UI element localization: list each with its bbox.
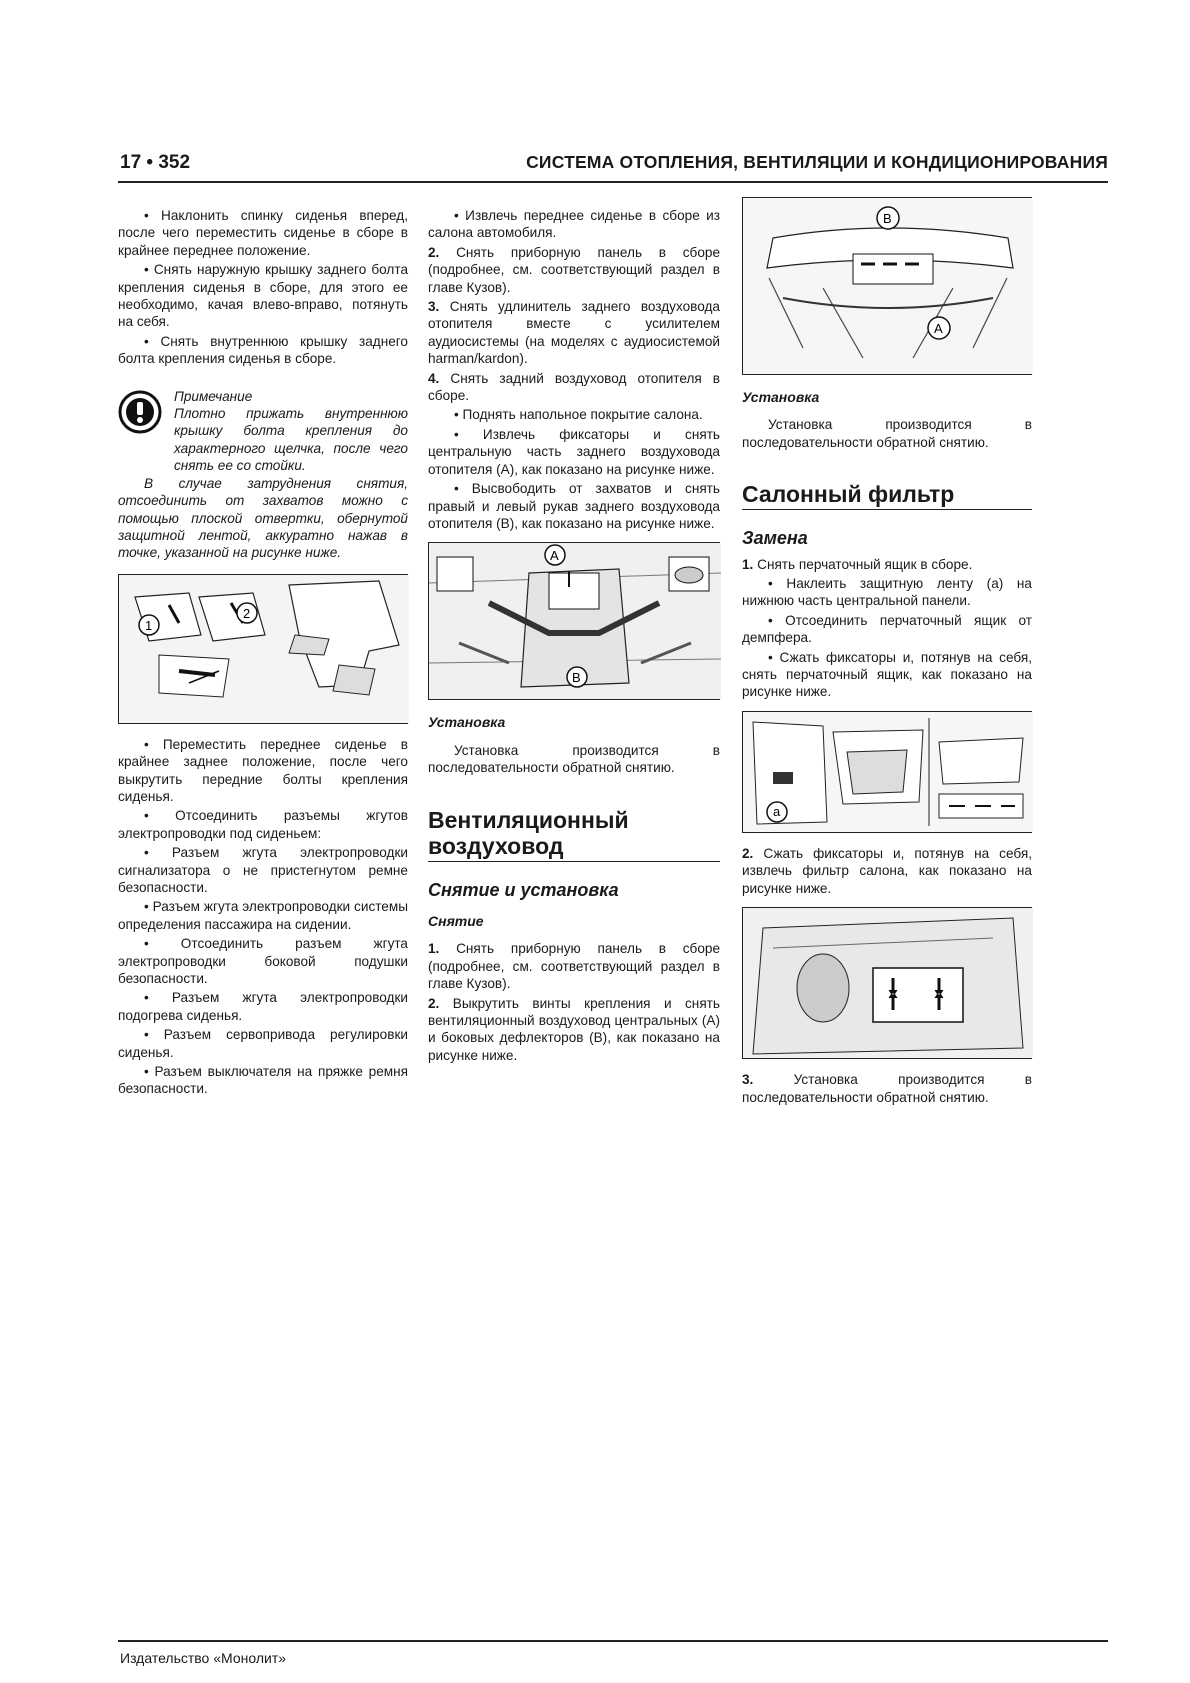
paragraph: • Разъем сервопривода регулировки сиденья. (118, 1027, 408, 1060)
publisher: Издательство «Монолит» (120, 1650, 287, 1666)
paragraph: • Снять внутреннюю крышку заднего болта крепления сиденья в сборе. (118, 333, 408, 367)
step-text: Снять задний воздуховод отопителя в сборе. (428, 370, 721, 404)
column-1 (118, 207, 408, 1100)
paragraph: • Разъем жгута электропроводки системы определения пассажира на сидении. (118, 899, 408, 932)
paragraph: • Наклонить спинку сиденья вперед, после чего переместить сиденье в сборе в крайнее переднее положение. (118, 208, 408, 258)
rear-air-duct-illustration (429, 543, 721, 699)
dashboard-ducts-illustration (743, 198, 1033, 374)
column-2 (428, 207, 720, 1066)
warning-icon (118, 390, 162, 434)
note-block (118, 388, 408, 562)
paragraph: • Сжать фиксаторы и, потянув на себя, снять перчаточный ящик, как показано на рисунке ниже. (742, 649, 1032, 700)
figure-label: 2 (243, 605, 251, 621)
paragraph: • Разъем выключателя на пряжке ремня безопасности. (118, 1064, 408, 1097)
install-heading: Установка (742, 389, 820, 405)
step-number: 2. (428, 995, 440, 1011)
figure-glove-box (742, 711, 1032, 833)
cabin-filter-illustration (743, 908, 1033, 1058)
section-heading: Вентиляционный воздуховод (428, 807, 720, 862)
paragraph: • Отсоединить разъем жгута электропроводки боковой подушки безопасности. (118, 936, 408, 986)
note-text: Плотно прижать внутреннюю крышку болта крепления до характерного щелчка, после чего снять ее со стойки. (174, 406, 408, 474)
step-text: Снять приборную панель в сборе (подробнее, см. соответствующий раздел в главе Кузов). (428, 941, 721, 992)
note-text: В случае затруднения снятия, отсоединить от захватов можно с помощью плоской отвертки, обернутой защитной лентой, аккуратно нажав в точке, указанной на рисунке ниже. (118, 475, 408, 561)
subsection-heading: Снятие и установка (428, 879, 619, 900)
figure-seat-bolt-cover (118, 574, 408, 724)
step-text: Снять перчаточный ящик в сборе. (757, 556, 973, 572)
step-number: 1. (742, 556, 754, 572)
figure-label: B (883, 211, 892, 226)
paragraph: • Отсоединить разъемы жгутов электропроводки под сиденьем: (118, 808, 408, 841)
paragraph: Установка производится в последовательности обратной снятию. (742, 417, 1032, 450)
figure-label: A (934, 321, 943, 336)
step-text: Установка производится в последовательности обратной снятию. (742, 1072, 1032, 1105)
paragraph: • Снять наружную крышку заднего болта крепления сиденья в сборе, для этого ее необходимо, качая влево-вправо, потянуть на себя. (118, 262, 408, 330)
footer-rule (118, 1640, 1108, 1642)
chapter-title: СИСТЕМА ОТОПЛЕНИЯ, ВЕНТИЛЯЦИИ И КОНДИЦИОНИРОВАНИЯ (526, 152, 1108, 172)
figure-cabin-filter (742, 907, 1032, 1059)
step-number: 4. (428, 370, 440, 386)
figure-label: 1 (145, 617, 153, 633)
paragraph: • Извлечь переднее сиденье в сборе из салона автомобиля. (428, 208, 720, 241)
figure-label: A (550, 548, 559, 564)
paragraph: • Извлечь фиксаторы и снять центральную часть заднего воздуховода отопителя (A), как показано на рисунке ниже. (428, 426, 720, 477)
figure-dashboard-ducts (742, 197, 1032, 375)
step-text: Выкрутить винты крепления и снять вентиляционный воздуховод центральных (A) и боковых дефлекторов (B), как показано на рисунке ниже. (428, 995, 720, 1063)
step-number: 2. (428, 244, 440, 260)
removal-heading: Снятие (428, 912, 484, 929)
paragraph: • Разъем жгута электропроводки подогрева сиденья. (118, 990, 408, 1023)
step-number: 3. (742, 1072, 754, 1088)
paragraph: • Поднять напольное покрытие салона. (454, 407, 703, 423)
figure-rear-air-duct (428, 542, 720, 700)
step-text: Снять приборную панель в сборе (подробнее, см. соответствующий раздел в главе Кузов). (428, 244, 721, 295)
subsection-heading: Замена (742, 528, 808, 549)
paragraph: Установка производится в последовательности обратной снятию. (428, 742, 720, 776)
step-text: Сжать фиксаторы и, потянув на себя, извлечь фильтр салона, как показано на рисунке ниже. (742, 845, 1032, 896)
header-rule (118, 181, 1108, 183)
install-heading: Установка (428, 714, 506, 731)
step-number: 2. (742, 845, 754, 861)
figure-label: a (773, 803, 781, 819)
paragraph: • Переместить переднее сиденье в крайнее заднее положение, после чего выкрутить передние болты крепления сиденья. (118, 736, 408, 804)
paragraph: • Разъем жгута электропроводки сигнализатора о не пристегнутом ремне безопасности. (118, 845, 408, 895)
figure-label: B (572, 670, 581, 686)
note-title: Примечание (174, 388, 253, 404)
paragraph: • Отсоединить перчаточный ящик от демпфера. (742, 612, 1032, 646)
paragraph: • Высвободить от захватов и снять правый и левый рукав заднего воздуховода отопителя (B), как показано на рисунке ниже. (428, 481, 720, 531)
seat-bolt-cover-illustration (119, 575, 409, 723)
step-number: 3. (428, 299, 440, 315)
step-number: 1. (428, 941, 440, 957)
column-3 (742, 207, 1032, 1108)
step-text: Снять удлинитель заднего воздуховода отопителя вместе с усилителем аудиосистемы (на моделях с аудиосистемой harman/kardon). (428, 299, 720, 367)
page-number: 17 • 352 (120, 152, 191, 173)
paragraph: • Наклеить защитную ленту (a) на нижнюю часть центральной панели. (742, 576, 1032, 609)
glove-box-illustration (743, 712, 1033, 832)
section-heading: Салонный фильтр (742, 481, 1032, 510)
